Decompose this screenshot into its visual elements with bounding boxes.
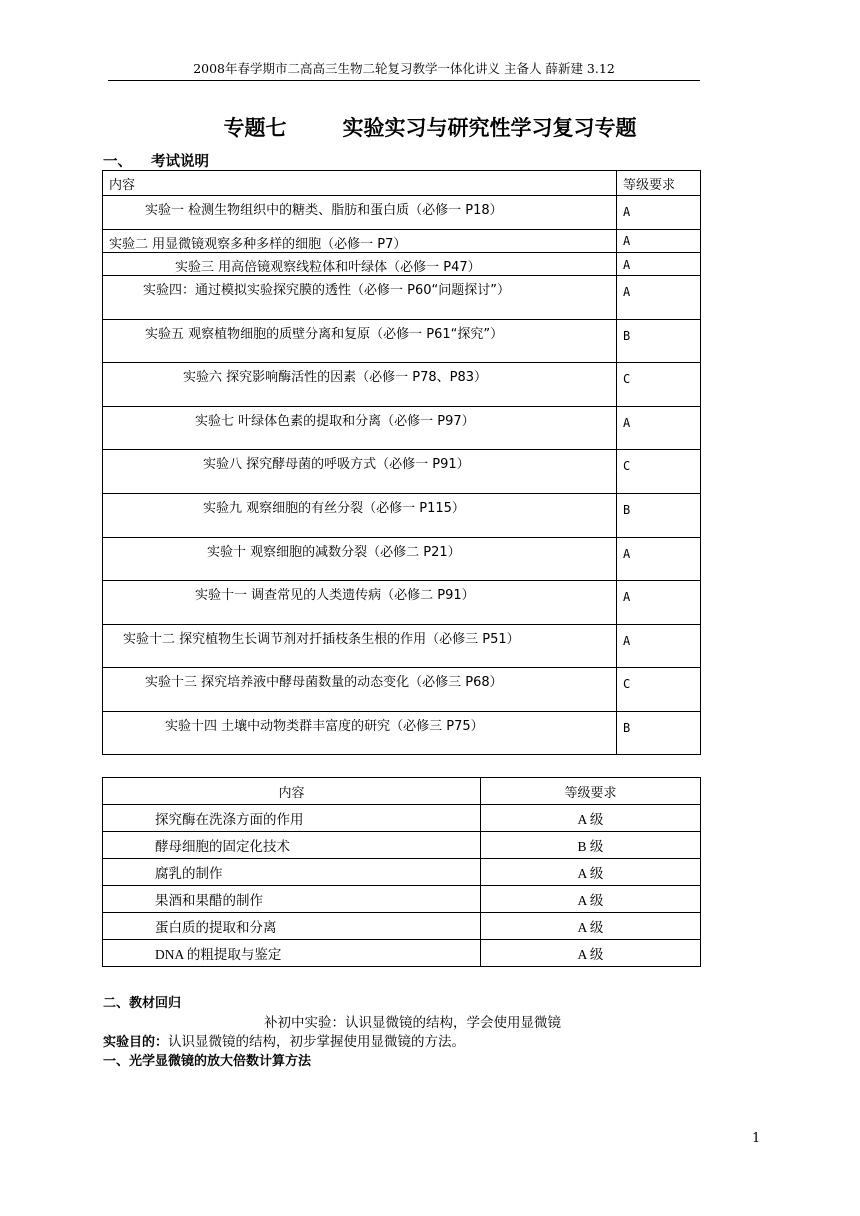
table-row	[103, 230, 701, 253]
section-heading-magnification: 一、光学显微镜的放大倍数计算方法	[103, 1054, 312, 1069]
row-level: A	[623, 285, 631, 299]
table-cell-content	[103, 320, 617, 363]
table-cell-content	[103, 363, 617, 407]
table-row	[103, 712, 701, 755]
table-row	[103, 407, 701, 450]
row-text: 实验八 探究酵母菌的呼吸方式（必修一 P91）	[203, 457, 470, 472]
page-number: 1	[752, 1131, 761, 1146]
table-row	[103, 805, 701, 832]
row-text: 实验六 探究影响酶活性的因素（必修一 P78、P83）	[183, 370, 488, 385]
row-level: B	[623, 503, 631, 517]
table-row	[103, 668, 701, 712]
row-text: 实验十二 探究植物生长调节剂对扦插枝条生根的作用（必修三 P51）	[123, 632, 520, 647]
table-row	[103, 494, 701, 538]
table-cell-level: A 级	[481, 913, 701, 940]
row-level: A	[623, 634, 631, 648]
table-row	[103, 276, 701, 320]
section-heading-exam	[103, 150, 209, 171]
table-cell-level	[617, 538, 701, 581]
table-cell-level	[617, 407, 701, 450]
table-cell-content	[103, 407, 617, 450]
table-cell-level: A 级	[481, 805, 701, 832]
row-text: 实验四：通过模拟实验探究膜的透性（必修一 P60“问题探讨”）	[143, 283, 510, 298]
row-text: 实验二 用显微镜观察多种多样的细胞（必修一 P7）	[109, 237, 407, 252]
supplement-note: 补初中实验：认识显微镜的结构，学会使用显微镜	[264, 1015, 561, 1031]
technique-table	[102, 777, 701, 967]
table-cell-content	[103, 450, 617, 494]
header-level: 等级要求	[617, 171, 701, 196]
row-text: 实验十 观察细胞的减数分裂（必修二 P21）	[207, 545, 461, 560]
row-level: C	[623, 677, 631, 691]
table-cell-level	[617, 712, 701, 755]
row-level: A	[623, 205, 631, 219]
table-row	[103, 363, 701, 407]
row-text: 实验五 观察植物细胞的质壁分离和复原（必修一 P61“探究”）	[145, 327, 504, 342]
table-row	[103, 538, 701, 581]
table-row	[103, 625, 701, 668]
table-cell-content	[103, 625, 617, 668]
row-level: A	[623, 258, 631, 272]
table-row	[103, 320, 701, 363]
row-level: A	[623, 547, 631, 561]
table-row	[103, 450, 701, 494]
row-level: A	[623, 590, 631, 604]
table-cell-level	[617, 230, 701, 253]
page-header: 2008年春学期市二高高三生物二轮复习教学一体化讲义 主备人 薛新建 3.12	[108, 58, 700, 81]
table-cell-content	[103, 276, 617, 320]
table-cell-content	[103, 668, 617, 712]
header-content: 内容	[103, 778, 481, 805]
table-cell-level: B 级	[481, 832, 701, 859]
title-subject: 实验实习与研究性学习复习专题	[342, 116, 637, 140]
table-cell-level: A 级	[481, 859, 701, 886]
table-cell-level: A 级	[481, 886, 701, 913]
table-row	[103, 832, 701, 859]
table-cell-content: 果酒和果醋的制作	[103, 886, 481, 913]
row-level: A	[623, 234, 631, 248]
row-level: B	[623, 329, 631, 343]
table-cell-level	[617, 363, 701, 407]
table-cell-content	[103, 230, 617, 253]
section-heading-textbook: 二、教材回归	[103, 996, 182, 1011]
table-cell-content: 蛋白质的提取和分离	[103, 913, 481, 940]
title-topic: 专题七	[223, 116, 287, 140]
table-row	[103, 940, 701, 967]
table-cell-content: DNA 的粗提取与鉴定	[103, 940, 481, 967]
page-title	[0, 112, 860, 142]
row-level: B	[623, 721, 631, 735]
table-row	[103, 886, 701, 913]
row-level: C	[623, 372, 631, 386]
table-header-row	[103, 778, 701, 805]
table-cell-level: A 级	[481, 940, 701, 967]
row-text: 实验七 叶绿体色素的提取和分离（必修一 P97）	[195, 414, 475, 429]
row-text: 实验十四 土壤中动物类群丰富度的研究（必修三 P75）	[165, 719, 484, 734]
row-text: 实验九 观察细胞的有丝分裂（必修一 P115）	[203, 501, 465, 516]
table-cell-level	[617, 196, 701, 230]
purpose-text: 认识显微镜的结构，初步掌握使用显微镜的方法。	[168, 1034, 466, 1050]
table-cell-level	[617, 668, 701, 712]
table-cell-level	[617, 276, 701, 320]
table-cell-content	[103, 196, 617, 230]
row-text: 实验三 用高倍镜观察线粒体和叶绿体（必修一 P47）	[175, 260, 481, 275]
table-row	[103, 196, 701, 230]
table-cell-level	[617, 494, 701, 538]
section-number: 一、	[103, 154, 132, 170]
header-level: 等级要求	[481, 778, 701, 805]
table-cell-level	[617, 625, 701, 668]
table-row	[103, 581, 701, 625]
row-text: 实验一 检测生物组织中的糖类、脂肪和蛋白质（必修一 P18）	[145, 203, 503, 218]
experiment-table	[102, 170, 701, 755]
table-row	[103, 913, 701, 940]
table-cell-level	[617, 253, 701, 276]
table-cell-content	[103, 581, 617, 625]
purpose-label: 实验目的：	[103, 1035, 169, 1050]
header-content: 内容	[103, 171, 617, 196]
row-level: C	[623, 459, 631, 473]
table-cell-content	[103, 494, 617, 538]
purpose-line	[103, 1030, 465, 1050]
row-text: 实验十三 探究培养液中酵母菌数量的动态变化（必修三 P68）	[145, 675, 503, 690]
table-row	[103, 859, 701, 886]
section-label: 考试说明	[151, 154, 209, 170]
table-cell-content	[103, 538, 617, 581]
table-cell-level	[617, 581, 701, 625]
table-cell-content: 探究酶在洗涤方面的作用	[103, 805, 481, 832]
table-cell-content	[103, 253, 617, 276]
table-cell-level	[617, 450, 701, 494]
table-cell-content: 酵母细胞的固定化技术	[103, 832, 481, 859]
row-text: 实验十一 调查常见的人类遗传病（必修二 P91）	[195, 588, 475, 603]
row-level: A	[623, 416, 631, 430]
table-header-row	[103, 171, 701, 196]
table-cell-level	[617, 320, 701, 363]
table-cell-content	[103, 712, 617, 755]
table-row	[103, 253, 701, 276]
table-cell-content: 腐乳的制作	[103, 859, 481, 886]
